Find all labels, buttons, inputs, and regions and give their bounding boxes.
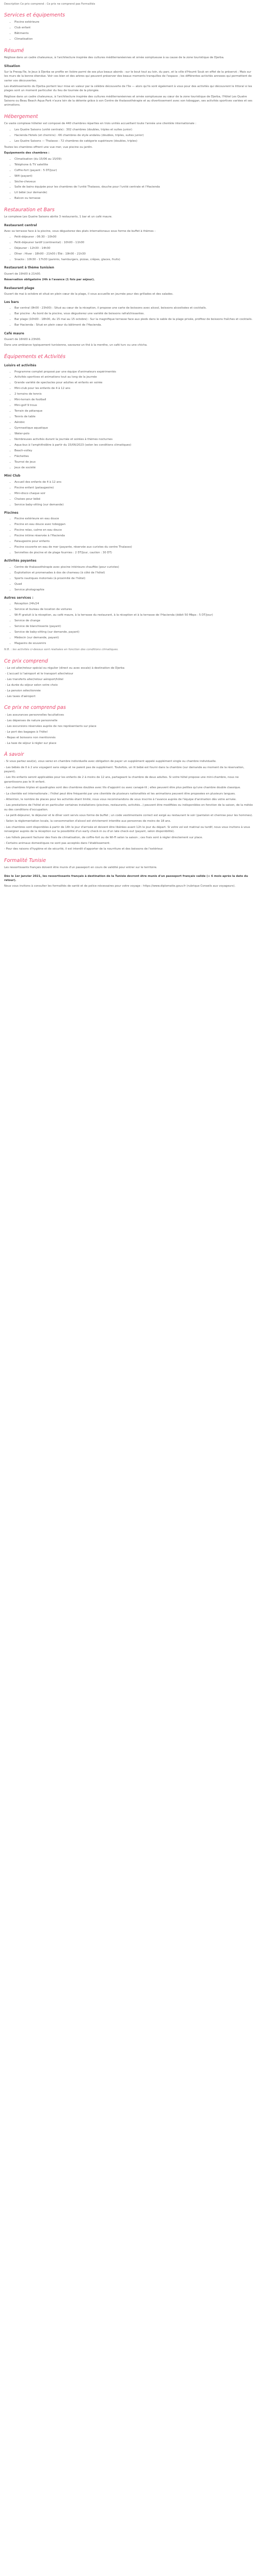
list-item: • Aqua-bus à l'amphithéâtre à partir du 15/06/2023 (selon les conditions climatiques) <box>14 443 254 447</box>
list-item: • Centre de thalassothérapie avec piscine intérieure chauffée (pour curistes) <box>14 565 254 569</box>
cafe-paragraph: Ouvert de 16h00 à 23h00. <box>4 338 41 342</box>
equipment-intro: Équipements des chambres : <box>4 151 50 155</box>
payantes-list <box>4 565 254 592</box>
list-item: • Magasins de souvenirs <box>14 641 254 646</box>
list-item: • Service baby-sitting (sur demande) <box>14 503 254 507</box>
a-savoir-paragraph: - La clientèle est internationale ; l'hôtel peut être fréquenté par une clientèle de plusieurs nationalités et les animations peuvent être proposées en plusieurs langues. <box>4 792 236 795</box>
restaurant-theme-heading: Restaurant à thème tunisien <box>4 266 54 270</box>
list-item: • Piscine enfant (pataugeoire) <box>14 486 254 490</box>
list-item: • Piscine relax, calme en eau douce <box>14 528 254 532</box>
list-item: • Mini-club pour les enfants de 4 à 12 ans <box>14 386 254 391</box>
list-item: • Gymnastique aquatique <box>14 426 254 430</box>
restaurant-theme-paragraph: Ouvert de 19h00 à 21h00. <box>4 272 41 276</box>
list-item: - Le port des bagages à l'hôtel <box>5 730 254 734</box>
list-item: • Sèche-cheveux <box>14 180 254 184</box>
room-equipment-list <box>4 157 254 201</box>
list-item: • Snacks : 10h30 - 17h30 (paninis, hamburgers, pizzas, crêpes, glaces, fruits) <box>14 258 254 262</box>
list-item: • Aérobic <box>14 420 254 425</box>
hebergement-paragraph: Ce vaste complexe hôtelier est composé de 440 chambres réparties en trois unités accueillant toute l'année une clientèle internationale : <box>4 122 197 126</box>
loisirs-heading: Loisirs et activités <box>4 364 37 368</box>
bars-list <box>4 306 254 327</box>
miniclub-list <box>4 480 254 507</box>
formalite-paragraph: Les ressortissants français doivent être munis d'un passeport en cours de validité pour entrer sur le territoire. <box>4 866 157 870</box>
situation-paragraph: Sur la Presqu'île, le Jeux à Djerba se profile en lisière parmi de ses plus beaux abords : sur le bout tout au loin, du parc, et la ville d'Houmt Souk en effet de la préservé ; Mais sur les murs de la bonne étendue. Voir ces bien et des arbres qui peuvent préserver des beaux moments tranquilles de l'espace ; les différentes activités annexes qui permettent de varier vos découvertes. <box>4 70 252 82</box>
list-item: • Piscine extérieure en eau douce <box>14 517 254 521</box>
list-item: • Les Quatre Saisons — Thalasso : 72 chambres de catégorie supérieure (doubles, triples) <box>14 139 254 143</box>
list-item: • Club enfant <box>14 26 254 30</box>
situation-paragraph: Les établissements du Djerba portent leur mise en valeur par la célèbre découverte de l'île — alors qu'ils sont également à vous pour des activités qui découvrent le littoral si les plages sont un moment particulier du lieu de tournée de la plongée. <box>4 84 252 93</box>
list-item: - Les taxes d'aéroport <box>5 694 254 699</box>
resume-heading: Résumé <box>4 47 24 54</box>
piscines-list <box>4 517 254 555</box>
autres-heading: Autres services : <box>4 596 34 600</box>
list-item: • Mini-terrain de football <box>14 398 254 402</box>
piscines-heading: Piscines <box>4 511 19 515</box>
list-item: • Salle de bains équipée pour les chambres de l'unité Thalasso, douche pour l'unité centrale et l'Hacienda <box>14 185 254 189</box>
restauration-heading: Restauration et Bars <box>4 207 55 213</box>
a-savoir-paragraph: - Les chambres sont disponibles à partir de 14h le jour d'arrivée et doivent être libérées avant 12h le jour du départ. Si votre vol est matinal ou tardif, nous vous invitons à vous renseigner auprès de la réception sur la possibilité d'un early check-in ou d'un late check-out (payant, selon disponibilité). <box>4 825 250 834</box>
list-item: • Programme complet proposé par une équipe d'animateurs expérimentés <box>14 370 254 374</box>
list-item: • Piscine extérieure <box>14 20 254 24</box>
list-item: • Wi-Fi gratuit à la réception, au café maure, à la terrasse du restaurant, à la réception et à la terrasse de l'Hacienda (débit 50 Mbps : 5 DT/jour) <box>14 613 254 617</box>
resume-paragraph: Réglisse dans un cadre chaleureux, à l'architecture inspirée des cultures méditerranéennes et ornée somptueuse à sa cause de la zone touristique de Djerba. <box>4 56 224 60</box>
list-item: - Les transferts aller/retour aéroport/hôtel <box>5 677 254 682</box>
a-savoir-paragraph: - Le petit-déjeuner, le déjeuner et le dîner sont servis sous forme de buffet ; un code vestimentaire correct est exigé au restaurant le soir (pantalon et chemise pour les hommes). <box>4 814 253 818</box>
restaurant-plage-paragraph: Ouvert de mai à octobre et situé en plein cœur de la plage, il vous accueille en journée pour des grillades et des salades. <box>4 292 173 296</box>
a-savoir-paragraph: - Pour des raisons d'hygiène et de sécurité, il est interdit d'apporter de la nourriture et des boissons de l'extérieur. <box>4 848 164 851</box>
list-item: • Sports nautiques motorisés (à proximité de l'hôtel) <box>14 577 254 581</box>
list-item: • Piscine en eau douce avec toboggan <box>14 522 254 527</box>
list-item: - La pension sélectionnée <box>5 689 254 693</box>
list-item: • Wifi (payant) <box>14 174 254 178</box>
list-item: • Service de baby-sitting (sur demande, payant) <box>14 630 254 634</box>
a-savoir-paragraph: - Attention, le nombre de places pour les activités étant limité, nous vous recommandons de vous inscrire à l'avance auprès de l'équipe d'animation dès votre arrivée. <box>4 798 237 801</box>
restaurant-central-heading: Restaurant central <box>4 223 37 227</box>
ce-prix-list <box>4 666 254 699</box>
list-item: • Lit bébé (sur demande) <box>14 191 254 195</box>
ne-comprend-pas-heading: Ce prix ne comprend pas <box>4 705 66 711</box>
services-heading: Services et équipements <box>4 12 65 19</box>
list-item: • Bar Hacienda : Situé en plein cœur du bâtiment de l'Hacienda. <box>14 323 254 327</box>
restaurant-hours-list <box>4 235 254 262</box>
autres-list <box>4 602 254 646</box>
situation-paragraph: Réglisse dans un cadre chaleureux, à l'architecture inspirée des cultures méditerranéennes et ornée somptueuse au cœur de la zone touristique de Djerba, l'Hôtel Les Quatre Saisons ou Beau Beach Aqua Park n'aura loin de la détente grâce à son Centre de thalassothérapie et au divertissement avec son toboggan, ses activités sportives variées et ses animations. <box>4 95 252 107</box>
list-item: • Réception 24h/24 <box>14 602 254 606</box>
list-item: - La durée du séjour selon votre choix <box>5 683 254 687</box>
a-savoir-paragraph: - Les prestations de l'hôtel et en particulier certaines installations (piscines, restaurants, activités...) peuvent être modifiées ou indisponibles en fonction de la saison, de la météo ou des conditions d'occupation. <box>4 804 253 811</box>
list-item: • Petit-déjeuner : 06:30 - 10h00 <box>14 235 254 239</box>
list-item: - Les excursions réservées auprès de nos représentants sur place <box>5 724 254 728</box>
list-item: • Téléphone & TV satellite <box>14 163 254 167</box>
list-item: • Service de change <box>14 619 254 623</box>
list-item: • Grande variété de spectacles pour adultes et enfants en soirée <box>14 381 254 385</box>
list-item: - Le vol aller/retour spécial ou régulier (direct ou avec escale) à destination de Djerba <box>5 666 254 670</box>
list-item: • Climatisation (du 15/06 au 15/09) <box>14 157 254 161</box>
ne-comprend-list <box>4 713 254 745</box>
equipements-note: N.B. : les activités ci-dessus sont réalisées en fonction des conditions climatiques. <box>4 648 119 652</box>
list-item: • Tournoi de jeux <box>14 460 254 464</box>
a-savoir-heading: À savoir <box>4 751 24 757</box>
list-item: • Bar central (9h00 - 23h00) : Situé au cœur de la réception, il propose une carte de boissons avec alcool, boissons alcoolisées et cocktails. <box>14 306 254 310</box>
a-savoir-paragraph: - Certains animaux domestiques ne sont pas acceptés dans l'établissement. <box>4 841 110 845</box>
list-item: • Dîner : Hiver : 18h00 - 21h00 / Été : 19h00 - 21h30 <box>14 252 254 256</box>
loisirs-list <box>4 370 254 470</box>
list-item: • Chaises pour bébé <box>14 497 254 501</box>
a-savoir-paragraph: - Selon la réglementation locale, la consommation d'alcool est strictement interdite aux personnes de moins de 18 ans. <box>4 820 171 823</box>
list-item: - Les assurances personnelles facultatives <box>5 713 254 717</box>
list-item: • Coffre-fort (payant : 5 DT/jour) <box>14 168 254 173</box>
list-item: • Bar plage (10h00 - 18h00, du 15 mai au 15 octobre) : Sur la magnifique terrasse face aux pieds dans le sable de la plage privée, profitez de boissons fraîches et cocktails. <box>14 317 254 321</box>
list-item: - Repas et boissons non mentionnés <box>5 736 254 740</box>
list-item: • Balcon ou terrasse <box>14 196 254 200</box>
list-item: • Bâtiments <box>14 31 254 36</box>
a-savoir-paragraph: - Les bébés de 0 à 2 ans voyagent sans siège et ne paient pas de supplément. Toutefois, un lit bébé est fourni dans la chambre (sur demande au moment de la réservation, payant). <box>4 766 245 774</box>
a-savoir-paragraph: - Les chambres triples et quadruples sont des chambres doubles avec lits d'appoint ou avec canapé-lit ; elles peuvent être plus petites qu'une chambre double classique. <box>4 786 241 790</box>
list-item: • Quad <box>14 582 254 586</box>
hebergement-heading: Hébergement <box>4 113 38 120</box>
list-item: • Service et bureau de location de voitures <box>14 607 254 612</box>
cafe-paragraph: Dans une ambiance typiquement tunisienne, savourez un thé à la menthe, un café turc ou une chicha. <box>4 344 148 347</box>
list-item: • Déjeuner : 12h30 - 14h30 <box>14 246 254 250</box>
a-savoir-paragraph: - Les lits enfants seront applicables pour les enfants de 2 à moins de 12 ans, partageant la chambre de deux adultes. Si votre hôtel propose une mini-chambre, nous ne garantissons pas le lit enfant. <box>4 776 239 784</box>
list-item: • Exploitation et promenades à dos de chameau (à côté de l'hôtel) <box>14 571 254 575</box>
list-item: • Mini-disco chaque soir <box>14 492 254 496</box>
intro-links[interactable]: Description Ce prix comprend : Ce prix ne comprend pas Formalités <box>4 3 95 6</box>
list-item: • Mini-golf 9 trous <box>14 403 254 408</box>
list-item: • 2 terrains de tennis <box>14 392 254 396</box>
list-item: • Beach-volley <box>14 449 254 453</box>
list-item: • Les Quatre Saisons (unité centrale) : 302 chambres (doubles, triples et suites junior) <box>14 128 254 132</box>
list-item: • Pataugeoire pour enfants <box>14 539 254 544</box>
list-item: • Water-polo <box>14 432 254 436</box>
list-item: • Piscine couverte en eau de mer (payante, réservée aux curistes du centre Thalasso) <box>14 545 254 549</box>
formalite-heading: Formalité Tunisie <box>4 857 46 863</box>
formalite-paragraph: Dès le 1er janvier 2021, les ressortissants français à destination de la Tunisie devront être munis d'un passeport français valide (+ 6 mois après la date du retour). <box>4 874 248 882</box>
ce-prix-comprend-heading: Ce prix comprend <box>4 658 48 664</box>
formalite-paragraph: Nous vous invitons à consulter les formalités de santé et de police nécessaires pour votre voyage : https://www.diplomatie.gouv.fr (rubrique Conseils aux voyageurs). <box>4 885 236 888</box>
list-item: • Terrain de pétanque <box>14 409 254 413</box>
list-item: • Climatisation <box>14 37 254 41</box>
a-savoir-paragraph: - Les hôtels peuvent facturer des frais de climatisation, de coffre-fort ou de Wi-Fi selon la saison ; ces frais sont à régler directement sur place. <box>4 836 203 839</box>
hebergement-paragraph: Toutes les chambres offrent une vue mer, vue piscine ou jardin. <box>4 145 93 149</box>
list-item: • Tennis de table <box>14 415 254 419</box>
list-item: • Serviettes de piscine et de plage fournies : 2 DT/jour, caution : 30 DT) <box>14 551 254 555</box>
list-item: • Piscine intime réservée à l'Hacienda <box>14 534 254 538</box>
list-item: • Service photographie <box>14 588 254 592</box>
bars-heading: Les bars <box>4 300 19 304</box>
restaurant-central-paragraph: Avec sa terrasse face à la piscine, vous dégusterez des plats internationaux sous forme de buffet à thèmes : <box>4 229 156 233</box>
list-item: - L'accueil à l'aéroport et le transport aller/retour <box>5 672 254 676</box>
list-item: • Nombreuses activités durant la journée et soirées à thèmes nocturnes <box>14 437 254 442</box>
payantes-heading: Activités payantes <box>4 559 37 563</box>
a-savoir-paragraph: - Si vous partez seul(e), vous serez en chambre individuelle avec obligation de payer un supplément appelé supplément single ou chambre individuelle. <box>4 760 217 764</box>
list-item: • Service de blanchisserie (payant) <box>14 624 254 629</box>
list-item: • Hacienda Hotels (et chemins) : 66 chambres de style andalou (doubles, triples, suites junior) <box>14 133 254 138</box>
list-item: - Les dépenses de nature personnelle <box>5 719 254 723</box>
list-item: • Accueil des enfants de 4 à 12 ans <box>14 480 254 484</box>
list-item: • Bar piscine : Au bord de la piscine, vous dégusterez une variété de boissons rafraîchissantes. <box>14 312 254 316</box>
cafe-heading: Café maure <box>4 331 24 335</box>
list-item: • Jeux de société <box>14 466 254 470</box>
list-item: • Activités sportives et animations tout au long de la journée <box>14 375 254 379</box>
equipements-heading: Équipements et Activités <box>4 353 66 360</box>
restauration-paragraph: Le complexe Les Quatre Saisons abrite 3 restaurants, 1 bar et un café maure. <box>4 215 112 219</box>
restaurant-plage-heading: Restaurant plage <box>4 286 35 290</box>
list-item: • Fléchettes <box>14 454 254 459</box>
services-list <box>4 20 254 41</box>
miniclub-heading: Mini Club <box>4 474 21 478</box>
list-item: • Petit-déjeuner tardif (continental) : 10h00 - 11h00 <box>14 241 254 245</box>
list-item: - La taxe de séjour à régler sur place <box>5 741 254 745</box>
restaurant-theme-paragraph: Réservation obligatoire 24h à l'avance (1 fois par séjour). <box>4 278 95 282</box>
units-list <box>4 128 254 143</box>
situation-heading: Situation <box>4 64 20 68</box>
list-item: • Médecin (sur demande, payant) <box>14 636 254 640</box>
